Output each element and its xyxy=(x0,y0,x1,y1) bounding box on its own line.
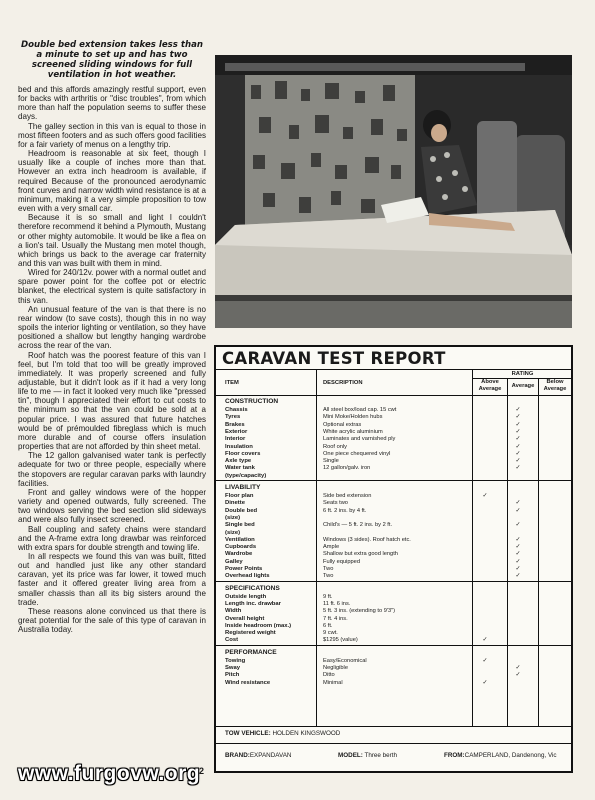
rating-tick-average: ✓ xyxy=(515,450,521,457)
row-description: All steel box/load cap. 15 cwt xyxy=(323,407,397,413)
row-description: White acrylic aluminium xyxy=(323,428,383,435)
model-value: Three berth xyxy=(364,752,398,759)
header-average: Average xyxy=(511,383,535,389)
rating-tick-above: ✓ xyxy=(482,679,488,686)
article-paragraph: The 12 gallon galvanised water tank is perfectly adequate for two or three people, especially where the stopovers are regular caravan parks with laundry facilities. xyxy=(18,451,206,488)
footer-rule-1 xyxy=(216,726,571,727)
section-rule xyxy=(216,581,571,582)
from-label: FROM: xyxy=(444,752,465,759)
tow-vehicle-value: HOLDEN KINGSWOOD xyxy=(272,730,341,737)
photo-caption: Double bed extension takes less than a minute to set up and has two screened sliding windows for full ventilation in hot weather. xyxy=(20,40,204,80)
row-description: Easy/Economical xyxy=(323,657,367,664)
rating-tick-average: ✓ xyxy=(515,551,521,558)
row-description: Optional extras xyxy=(323,421,362,428)
rating-tick-average: ✓ xyxy=(515,436,521,443)
row-item: Pitch xyxy=(225,672,240,679)
row-item: Floor plan xyxy=(225,493,254,499)
row-description: 5 ft. 3 ins. (extending to 9'3") xyxy=(323,608,396,615)
rating-tick-average: ✓ xyxy=(515,414,521,421)
row-item: (size) xyxy=(225,529,241,536)
caravan-interior-photo xyxy=(215,55,572,328)
rating-tick-average: ✓ xyxy=(515,544,521,551)
watermark: www.furgovw.org xyxy=(18,762,201,785)
row-item: Galley xyxy=(225,558,243,565)
row-description: Single xyxy=(323,458,339,465)
row-description: 9 cwt. xyxy=(323,630,338,637)
tow-vehicle-label: TOW VEHICLE: xyxy=(225,730,271,737)
article-column xyxy=(18,40,206,634)
row-description: Seats two xyxy=(323,500,348,507)
header-rating: RATING xyxy=(511,371,534,377)
section-title: LIVABILITY xyxy=(225,484,261,491)
row-description: Roof only xyxy=(323,443,348,450)
rating-tick-average: ✓ xyxy=(515,507,521,514)
row-description: Two xyxy=(323,573,334,580)
row-description: Negligible xyxy=(323,665,348,671)
row-description: One piece chequered vinyl xyxy=(323,450,391,457)
header-below-average: Below Average xyxy=(543,379,567,392)
row-item: Outside length xyxy=(225,593,267,600)
model-label: MODEL: xyxy=(338,752,363,759)
report-row xyxy=(216,679,571,687)
row-description: 9 ft. xyxy=(323,593,333,600)
row-item: Tyres xyxy=(225,414,241,421)
row-description: Minimal xyxy=(323,679,343,686)
article-paragraph: Wired for 240/12v. power with a normal outlet and spare power point for the coffee pot or electric blanket, the electrical system is quite satisfactory in this van. xyxy=(18,268,206,305)
row-item: Floor covers xyxy=(225,450,261,457)
rating-tick-average: ✓ xyxy=(515,558,521,565)
from-line xyxy=(444,752,557,759)
row-item: Length inc. drawbar xyxy=(225,600,281,607)
row-item: Single bed xyxy=(225,522,255,529)
section-title: CONSTRUCTION xyxy=(225,398,279,405)
article-paragraph: bed and this affords amazingly restful support, even for backs with arthritis or "disc troubles", from which more than half the population seems to suffer these days. xyxy=(18,85,206,122)
row-item: Insulation xyxy=(225,443,253,450)
row-description: $1295 (value) xyxy=(323,637,358,644)
row-description: Side bed extension xyxy=(323,493,372,499)
header-rule-top xyxy=(216,369,571,370)
rating-tick-average: ✓ xyxy=(515,522,521,529)
header-above-average: Above Average xyxy=(478,379,502,392)
section-rule xyxy=(216,480,571,481)
section-title: PERFORMANCE xyxy=(225,648,277,656)
model-line xyxy=(338,752,397,759)
row-description: Two xyxy=(323,566,334,572)
row-item: Exterior xyxy=(225,428,248,435)
row-description: 7 ft. 4 ins. xyxy=(323,615,348,622)
rating-tick-average: ✓ xyxy=(515,566,521,572)
rating-tick-average: ✓ xyxy=(515,458,521,465)
row-description: Windows (3 sides). Roof hatch etc. xyxy=(323,536,411,543)
header-item: ITEM xyxy=(225,380,239,386)
row-item: Width xyxy=(225,608,242,615)
rating-tick-average: ✓ xyxy=(515,672,521,679)
article-paragraph: Because it is so small and light I couldn't therefore recommend it behind a Plymouth, Mustang or other mighty automobile. It would be like a flea on a lion's tail. Usually the Mustang men motel though, which brings us back to the average car fraternity and this van was built with them in mind. xyxy=(18,213,206,268)
row-item: Brakes xyxy=(225,421,245,428)
row-description: Ditto xyxy=(323,672,335,679)
row-item: Ventilation xyxy=(225,536,255,543)
rating-tick-average: ✓ xyxy=(515,536,521,543)
row-item: Towing xyxy=(225,657,246,664)
row-item: Sway xyxy=(225,665,241,671)
tow-vehicle-line xyxy=(225,730,340,737)
row-item: Axle type xyxy=(225,458,252,465)
article-paragraph: Headroom is reasonable at six feet, though I usually like a couple of inches more than that. However an extra inch headroom is available, if required Because of the pronounced aerodynamic front curves and narrow width wind resistance is at a minimum, making it a very simple proposition to tow even with a very small car. xyxy=(18,149,206,214)
row-item: Wind resistance xyxy=(225,679,271,686)
article-paragraph: An unusual feature of the van is that there is no rear window (to save costs), though this in no way spoils the interior lighting or ventilation, so they have positioned a shallow but lengthy hanging wardrobe across the rear of the van. xyxy=(18,304,206,351)
rating-tick-average: ✓ xyxy=(515,421,521,428)
article-paragraph: Ball coupling and safety chains were standard and the A-frame extra long drawbar was reinforced with extra spars for double strength and towing life. xyxy=(18,524,206,552)
report-row xyxy=(216,472,571,480)
report-row xyxy=(216,572,571,580)
row-item: Cost xyxy=(225,637,239,644)
article-paragraph: Roof hatch was the poorest feature of this van I feel, but I'm told that too will be greatly improved immediately. It was properly screened and fully adjustable, but it didn't look as if it had a very long life to me — in fact it looked very much like "pressed tin", though I appreciated their effort to cut costs to the minimum so that the van could be sold at a popular price. I was assured that future hatches would be of prémoulded fibreglass which is much more durable and of course offers insulation properties that are not afforded by thin sheet metal. xyxy=(18,350,206,452)
row-item: (size) xyxy=(225,514,241,521)
row-description: Mini Moke/Holden hubs xyxy=(323,414,383,421)
rating-tick-average: ✓ xyxy=(515,428,521,435)
brand-value: EXPANDAVAN xyxy=(249,752,292,759)
rating-tick-average: ✓ xyxy=(515,500,521,507)
section-rule xyxy=(216,645,571,646)
article-paragraph: These reasons alone convinced us that there is great potential for the sale of this type of caravan in Australia today. xyxy=(18,606,206,635)
article-body xyxy=(18,85,206,634)
row-item: Overhead lights xyxy=(225,573,270,580)
rating-tick-above: ✓ xyxy=(482,637,488,644)
page-number: 2 xyxy=(199,766,205,776)
article-paragraph: The galley section in this van is equal to those in most fifteen footers and as such offers good facilities for a fair variety of menus on a lengthy trip. xyxy=(18,121,206,149)
rating-tick-average: ✓ xyxy=(515,443,521,450)
row-description: 6 ft. 2 ins. by 4 ft. xyxy=(323,507,367,514)
article-paragraph: Front and galley windows were of the hopper variety and opened outwards, fully screened. The two windows serving the bed section slid sideways and were also fully insect screened. xyxy=(18,487,206,525)
rating-tick-average: ✓ xyxy=(515,573,521,580)
row-item: Inside headroom (max.) xyxy=(225,622,292,629)
article-paragraph: In all respects we found this van was built, fitted out and handled just like any other standard caravan, yet its price was far lower, it towed much faster and it offered greater living area from a smaller chassis than all its big sisters around the trade. xyxy=(18,551,206,607)
row-item: Dinette xyxy=(225,500,245,507)
row-item: Overall height xyxy=(225,615,265,622)
report-row xyxy=(216,636,571,644)
row-description: Laminates and varnished ply xyxy=(323,436,396,443)
row-item: Cupboards xyxy=(225,544,257,551)
header-description: DESCRIPTION xyxy=(323,380,363,386)
row-item: (type/capacity) xyxy=(225,472,267,479)
rating-tick-above: ✓ xyxy=(482,657,488,664)
rating-tick-average: ✓ xyxy=(515,407,521,413)
report-title: CARAVAN TEST REPORT xyxy=(222,349,446,368)
brand-line xyxy=(225,752,291,759)
rating-tick-average: ✓ xyxy=(515,465,521,472)
row-item: Chassis xyxy=(225,407,248,413)
row-description: Fully equipped xyxy=(323,558,360,565)
footer-rule-2 xyxy=(216,743,571,744)
row-item: Double bed xyxy=(225,507,258,514)
row-item: Interior xyxy=(225,436,246,443)
caravan-test-report xyxy=(214,345,573,773)
rating-tick-average: ✓ xyxy=(515,665,521,671)
row-description: Ample xyxy=(323,544,340,551)
row-description: Shallow but extra good length xyxy=(323,551,398,558)
brand-label: BRAND: xyxy=(225,752,250,759)
row-description: Child's — 5 ft. 2 ins. by 2 ft. xyxy=(323,522,393,529)
rating-tick-above: ✓ xyxy=(482,493,488,499)
row-item: Wardrobe xyxy=(225,551,253,558)
row-item: Power Points xyxy=(225,566,263,572)
row-description: 11 ft. 6 ins. xyxy=(323,600,351,607)
row-item: Water tank xyxy=(225,465,255,472)
header-rule-bottom xyxy=(216,395,571,396)
row-description: 6 ft. xyxy=(323,622,333,629)
row-item: Registered weight xyxy=(225,630,276,637)
from-value: CAMPERLAND, Dandenong, Vic xyxy=(464,752,557,759)
row-description: 12 gallon/galv. iron xyxy=(323,465,371,472)
section-title: SPECIFICATIONS xyxy=(225,584,280,592)
